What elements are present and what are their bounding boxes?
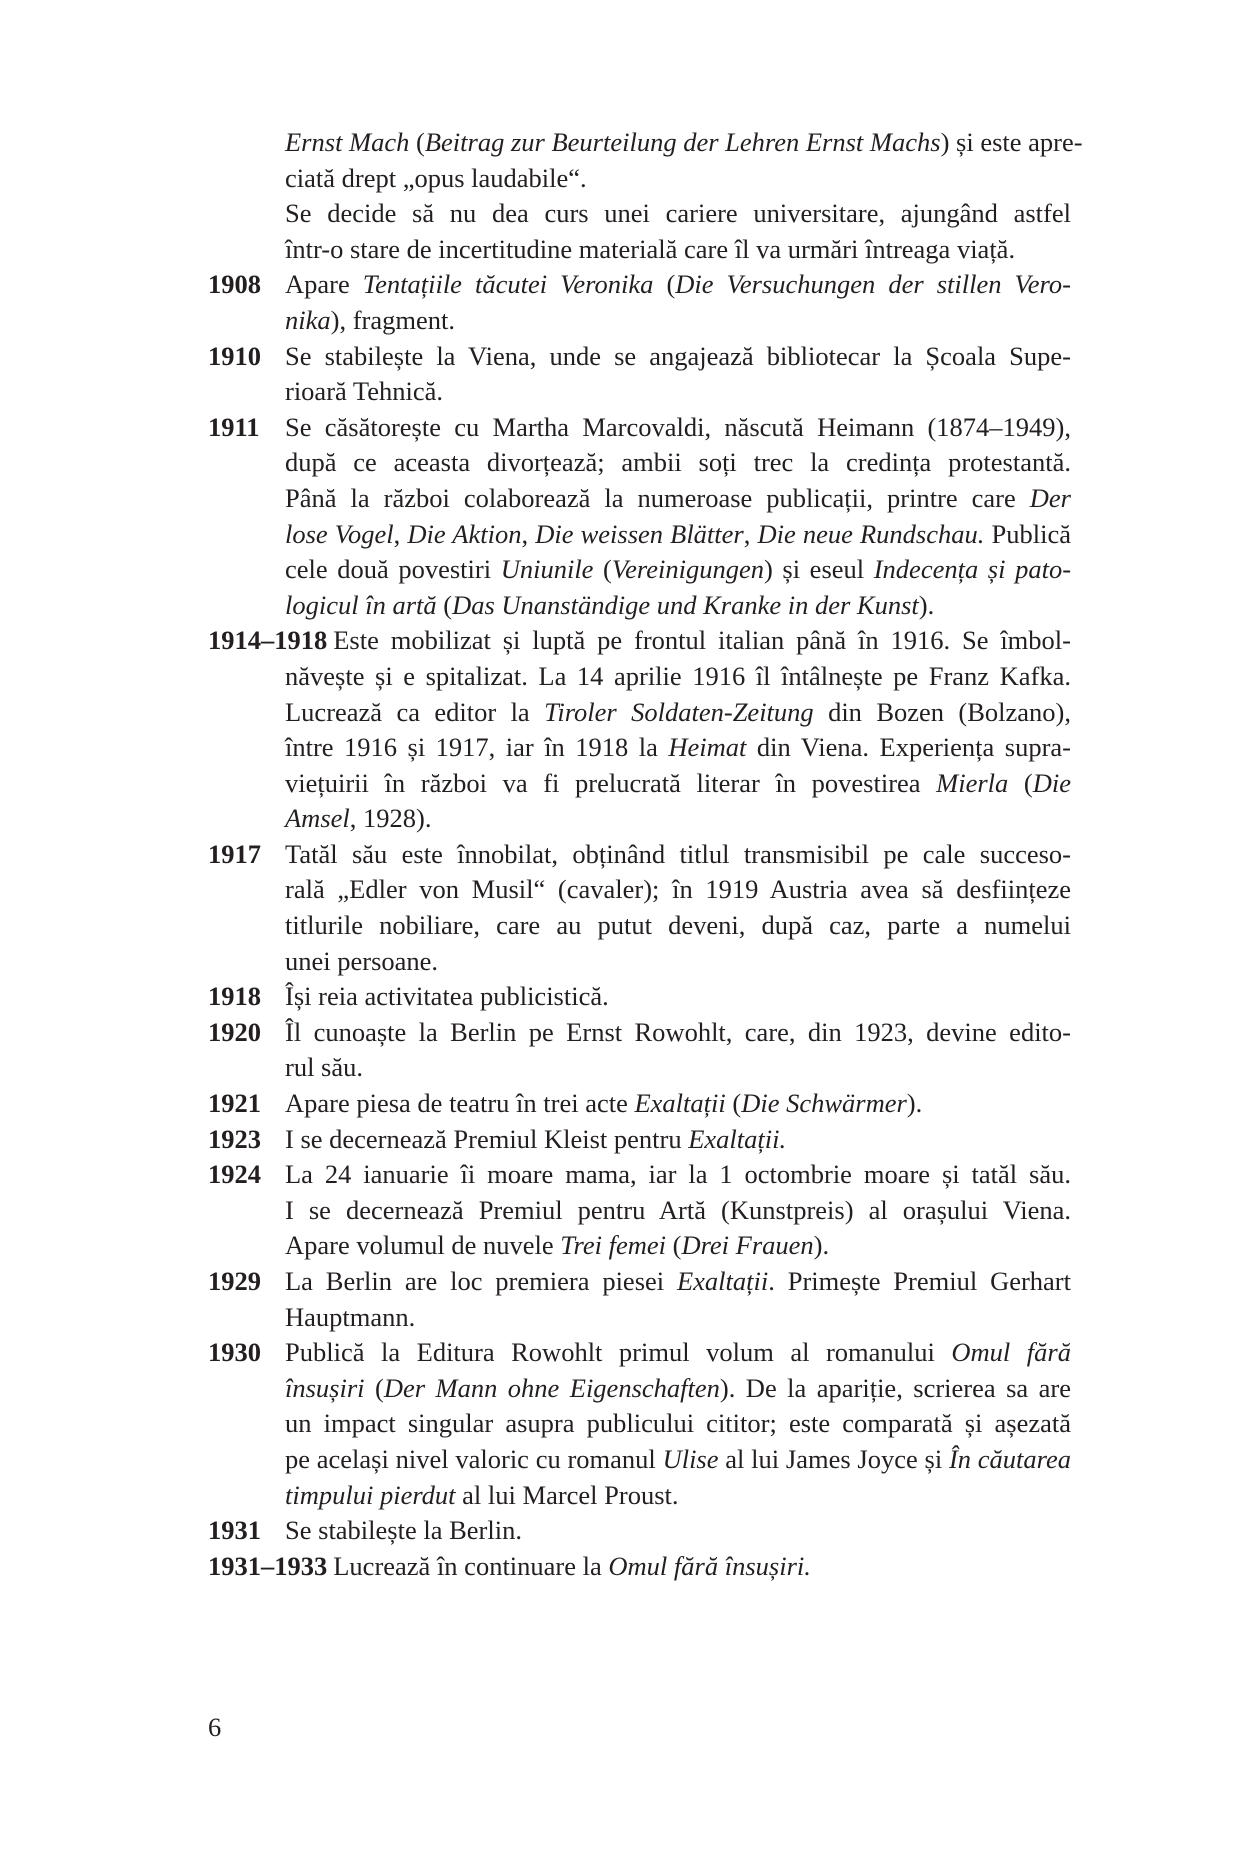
text-segment: din Bozen (Bolzano), (813, 696, 1071, 727)
italic-title: Der Mann ohne Eigenschaften (383, 1372, 720, 1403)
text-segment: , (521, 518, 536, 549)
paragraph (208, 1122, 1071, 1158)
text-line (285, 588, 1071, 624)
italic-title: Drei Frauen (681, 1230, 814, 1261)
text-line (208, 1264, 1071, 1300)
text-segment: ( (364, 1372, 384, 1403)
italic-title: lose Vogel (285, 518, 394, 549)
paragraph (208, 1086, 1071, 1122)
italic-title: Die Aktion (407, 518, 522, 549)
text-segment: rul său. (285, 1052, 364, 1083)
italic-title: Die (1032, 767, 1072, 798)
text-line (285, 1478, 1071, 1514)
text-segment: Până la război colaborează la numeroase publicații, printre care (285, 482, 1030, 513)
italic-title: Exaltații (676, 1266, 769, 1296)
italic-title: Vereinigungen (611, 554, 764, 585)
text-segment: ) și este apre- (940, 127, 1083, 157)
italic-title: Ernst Mach (285, 127, 410, 157)
text-segment: ( (409, 127, 425, 157)
text-line (285, 161, 1071, 197)
text-line (208, 623, 1071, 659)
text-line (285, 944, 1071, 980)
text-segment: ). (906, 1088, 923, 1119)
paragraph (208, 1335, 1072, 1513)
text-segment: viețuirii în război va fi prelucrată literar în povestirea (285, 767, 937, 798)
chronology-entry (208, 1122, 1071, 1158)
text-segment: un impact singular asupra publicului cititor; este comparată și așezată (285, 1408, 1071, 1439)
entry-year: 1908 (208, 269, 261, 300)
italic-title: însușiri (285, 1372, 365, 1403)
text-line (208, 267, 1071, 303)
italic-title: logicul în artă (285, 589, 437, 620)
chronology-entry (208, 1264, 1071, 1335)
text-segment: ), fragment. (330, 304, 455, 335)
entry-year: 1910 (208, 340, 261, 371)
italic-title: nika (285, 304, 331, 335)
text-line (285, 1300, 1071, 1336)
text-segment: , 1928). (349, 803, 432, 834)
text-segment: Tatăl său este înnobilat, obținând titlul transmisibil pe cale succeso- (285, 838, 1071, 869)
text-line (285, 801, 1071, 837)
italic-title: Exaltații (634, 1088, 726, 1119)
text-line (208, 1549, 1071, 1585)
italic-title: Die neue Rundschau. (757, 518, 985, 549)
paragraph (285, 125, 1083, 196)
text-segment: , (393, 518, 408, 549)
text-segment: . Primește Premiul Gerhart (768, 1266, 1071, 1296)
chronology-entry (208, 410, 1071, 624)
chronology-entry (208, 1086, 1071, 1122)
entry-year: 1931–1933 (208, 1550, 328, 1581)
text-segment: , (743, 518, 758, 549)
text-line (285, 517, 1071, 553)
italic-title: Die weissen Blätter (535, 518, 744, 549)
text-line (285, 730, 1071, 766)
entry-year: 1924 (208, 1159, 261, 1190)
entry-year: 1914–1918 (208, 625, 328, 656)
paragraph (208, 623, 1072, 837)
text-segment: Publică (984, 518, 1071, 549)
text-line (285, 552, 1071, 588)
text-segment: ) și eseul (763, 554, 874, 585)
text-segment: din Viena. Experiența supra- (746, 732, 1071, 763)
text-line (285, 374, 1071, 410)
text-line (285, 445, 1071, 481)
text-line (285, 196, 1071, 232)
text-segment: Apare (285, 269, 363, 300)
text-line (208, 410, 1071, 446)
text-segment: Îl cunoaște la Berlin pe Ernst Rowohlt, care, din 1923, devine edito- (285, 1016, 1071, 1047)
text-line (285, 303, 1071, 339)
text-line (208, 1015, 1071, 1051)
paragraph (208, 1264, 1071, 1335)
text-segment: rioară Tehnică. (285, 376, 444, 407)
text-segment: I se decernează Premiul pentru Artă (Kunstpreis) al orașului Viena. (285, 1194, 1071, 1225)
text-segment: Lucrează în continuare la (333, 1550, 609, 1581)
text-line (285, 1406, 1071, 1442)
text-segment: Se căsătorește cu Martha Marcovaldi, născută Heimann (1874–1949), (285, 411, 1071, 442)
text-line (285, 695, 1071, 731)
text-line (285, 481, 1071, 517)
italic-title: În căutarea (948, 1443, 1072, 1474)
entry-year: 1917 (208, 838, 261, 869)
chronology-entry (208, 267, 1071, 338)
text-segment: al lui Marcel Proust. (455, 1479, 679, 1510)
text-segment: după ce aceasta divorțează; ambii soți trec la credința protestantă. (285, 447, 1071, 478)
text-segment: pe același nivel valoric cu romanul (285, 1443, 663, 1474)
page-number: 6 (208, 1712, 222, 1742)
entry-year: 1930 (208, 1337, 261, 1368)
text-segment: ). De la apariție, scrierea sa are (719, 1372, 1071, 1403)
text-segment: Publică la Editura Rowohlt primul volum al romanului (285, 1337, 952, 1368)
chronology-entry (208, 837, 1071, 979)
chronology-entry (208, 623, 1071, 837)
paragraph (285, 196, 1071, 267)
text-line (208, 837, 1071, 873)
text-segment: Apare volumul de nuvele (285, 1230, 561, 1261)
text-line (285, 1442, 1071, 1478)
text-line (208, 1513, 1071, 1549)
text-line (285, 232, 1071, 268)
italic-title: Indecența și pato- (873, 554, 1072, 585)
italic-title: Amsel (285, 803, 350, 834)
chronology-entry (208, 1335, 1071, 1513)
text-segment: într-o stare de incertitudine materială care îl va urmări întreaga viață. (285, 233, 1016, 264)
text-segment: Își reia activitatea publicistică. (285, 981, 609, 1012)
text-segment: La Berlin are loc premiera piesei (285, 1266, 677, 1296)
italic-title: Die Versuchungen der stillen Vero- (675, 269, 1071, 300)
italic-title: Beitrag zur Beurteilung der Lehren Ernst Machs (424, 127, 941, 157)
entry-year: 1931 (208, 1515, 261, 1546)
text-segment: Apare piesa de teatru în trei acte (285, 1088, 635, 1119)
paragraph (208, 339, 1071, 410)
text-line (208, 1122, 1071, 1158)
paragraph (208, 1549, 1071, 1585)
italic-title: Heimat (668, 732, 747, 763)
italic-title: Der (1029, 482, 1071, 513)
italic-title: Das Unanständige und Kranke in der Kunst (452, 589, 919, 620)
text-line (208, 1157, 1071, 1193)
text-line (285, 659, 1071, 695)
text-line (285, 125, 1083, 161)
text-segment: Lucrează ca editor la (285, 696, 545, 727)
text-line (285, 1193, 1071, 1229)
text-segment: Hauptmann. (285, 1301, 416, 1332)
paragraph (208, 410, 1072, 624)
text-segment: ( (725, 1088, 742, 1119)
entry-year: 1929 (208, 1266, 261, 1296)
text-line (208, 1086, 1071, 1122)
text-line (285, 1228, 1071, 1264)
italic-title: Tentațiile tăcutei Veronika (362, 269, 654, 300)
entry-year: 1923 (208, 1123, 261, 1154)
italic-title: timpului pierdut (285, 1479, 456, 1510)
chronology-entry (208, 1549, 1071, 1585)
text-segment: al lui James Joyce și (718, 1443, 949, 1474)
text-line (285, 1050, 1071, 1086)
text-segment: ( (1008, 767, 1033, 798)
text-segment: titlurile nobiliare, care au putut deveni, după caz, parte a numelui (285, 910, 1071, 941)
paragraph (208, 837, 1071, 979)
entry-year: 1911 (208, 411, 260, 442)
italic-title: Tiroler Soldaten-Zeitung (544, 696, 814, 727)
text-segment: unei persoane. (285, 945, 439, 976)
paragraph (208, 979, 1071, 1015)
text-segment: La 24 ianuarie îi moare mama, iar la 1 octombrie moare și tatăl său. (285, 1159, 1071, 1190)
text-line (208, 339, 1071, 375)
italic-title: Exaltații. (688, 1123, 787, 1154)
text-segment: ( (593, 554, 612, 585)
paragraph (208, 267, 1071, 338)
italic-title: Uniunile (500, 554, 594, 585)
chronology-text (208, 125, 1083, 1584)
paragraph (208, 1015, 1071, 1086)
entry-year: 1918 (208, 981, 261, 1012)
entry-year: 1920 (208, 1016, 261, 1047)
text-segment: rală „Edler von Musil“ (cavaler); în 1919 Austria avea să desființeze (285, 874, 1071, 905)
text-line (285, 908, 1071, 944)
text-segment: ). (813, 1230, 830, 1261)
continued-text (208, 125, 1083, 267)
text-segment: ciată drept „opus laudabile“. (285, 162, 587, 193)
text-segment: I se decernează Premiul Kleist pentru (285, 1123, 689, 1154)
paragraph (208, 1157, 1071, 1264)
italic-title: Omul fără însușiri. (608, 1550, 811, 1581)
italic-title: Omul fără (951, 1337, 1071, 1368)
text-segment: Se decide să nu dea curs unei cariere universitare, ajungând astfel (285, 198, 1071, 229)
text-segment: ( (665, 1230, 682, 1261)
text-line (285, 872, 1071, 908)
italic-title: Mierla (936, 767, 1009, 798)
text-segment: între 1916 și 1917, iar în 1918 la (285, 732, 669, 763)
text-segment: năvește și e spitalizat. La 14 aprilie 1916 îl întâlnește pe Franz Kafka. (285, 660, 1071, 691)
chronology-entry (208, 979, 1071, 1015)
italic-title: Trei femei (560, 1230, 666, 1261)
text-line (285, 1371, 1071, 1407)
chronology-entry (208, 1015, 1071, 1086)
italic-title: Die Schwärmer (741, 1088, 907, 1119)
chronology-entry (208, 1513, 1071, 1549)
text-segment: Se stabilește la Berlin. (285, 1515, 522, 1546)
text-segment: Se stabilește la Viena, unde se angajează bibliotecar la Școala Supe- (285, 340, 1071, 371)
text-segment: ). (918, 589, 935, 620)
text-line (208, 979, 1071, 1015)
chronology-entry (208, 339, 1071, 410)
italic-title: Ulise (662, 1443, 719, 1474)
text-segment: ( (436, 589, 453, 620)
text-segment: cele două povestiri (285, 554, 501, 585)
chronology-entry (208, 1157, 1071, 1264)
paragraph (208, 1513, 1071, 1549)
entry-year: 1921 (208, 1088, 261, 1119)
text-segment: Este mobilizat și luptă pe frontul italian până în 1916. Se îmbol- (333, 625, 1071, 656)
text-segment: ( (653, 269, 676, 300)
text-line (208, 1335, 1071, 1371)
text-line (285, 766, 1071, 802)
